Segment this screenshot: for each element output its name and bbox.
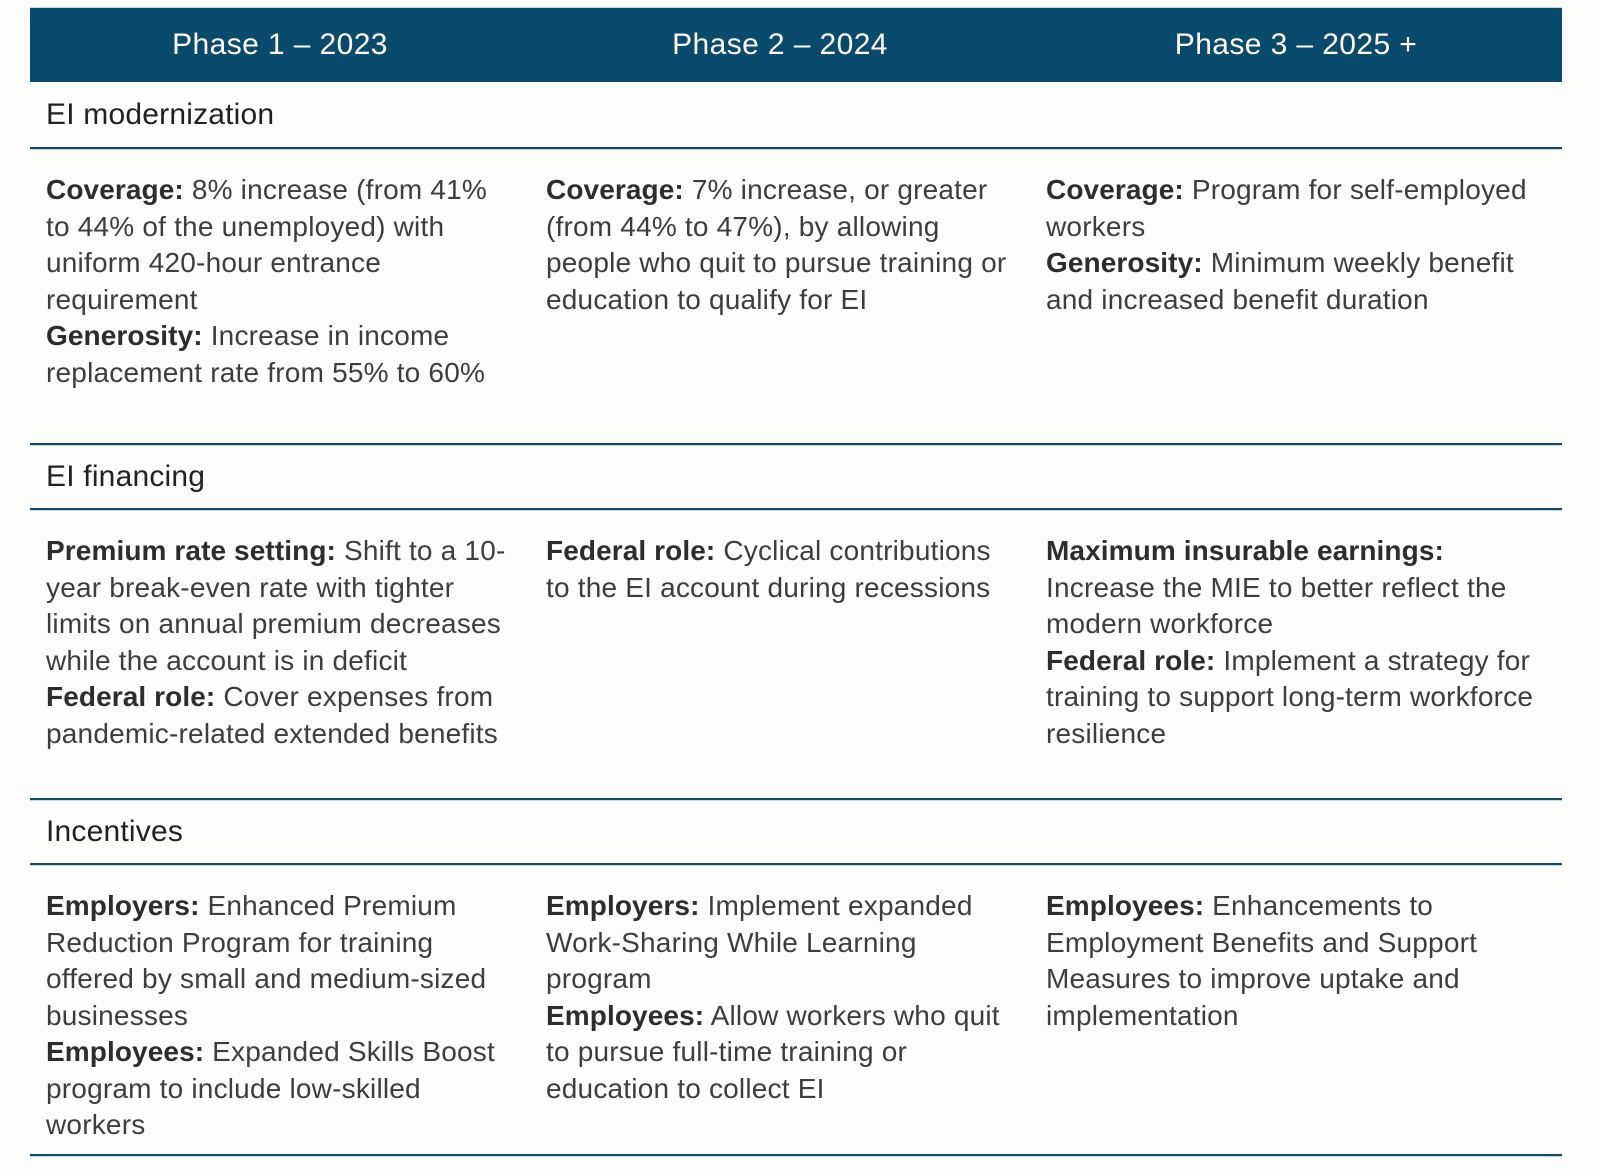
cell-item xyxy=(46,533,518,679)
table-cell-incentives-phase1 xyxy=(30,888,530,1154)
cell-item xyxy=(46,172,518,318)
table-cell-modernization-phase2 xyxy=(530,172,1030,443)
item-text: Increase in income replacement rate from 55% to 60% xyxy=(46,320,486,388)
cell-item xyxy=(1046,888,1550,1034)
bottom-rule xyxy=(30,1154,1562,1156)
phase-1-header: Phase 1 – 2023 xyxy=(172,28,388,61)
item-text: Cyclical contributions to the EI account during recessions xyxy=(546,535,991,603)
section-title-incentives: Incentives xyxy=(46,814,184,848)
item-text: Cover expenses from pandemic-related extended benefits xyxy=(46,681,498,749)
section-ei-modernization-row xyxy=(30,149,1562,443)
item-text: Shift to a 10-year break-even rate with tighter limits on annual premium decreases while the account is in deficit xyxy=(46,535,506,676)
cell-item xyxy=(46,888,518,1034)
table-cell-incentives-phase3 xyxy=(1030,888,1562,1154)
section-incentives-row xyxy=(30,865,1562,1154)
item-label: Coverage: xyxy=(46,174,184,205)
item-label: Employees: xyxy=(46,1036,205,1067)
item-label: Maximum insurable earnings: xyxy=(1046,535,1444,566)
cell-item xyxy=(46,318,518,391)
section-title-ei-modernization: EI modernization xyxy=(46,97,275,131)
item-label: Coverage: xyxy=(546,174,684,205)
section-title-ei-financing: EI financing xyxy=(46,459,206,493)
cell-item xyxy=(546,888,1018,998)
item-label: Generosity: xyxy=(46,320,203,351)
item-label: Coverage: xyxy=(1046,174,1184,205)
item-text: Minimum weekly benefit and increased benefit duration xyxy=(1046,247,1514,315)
cell-item xyxy=(46,1034,518,1144)
table-cell-modernization-phase3 xyxy=(1030,172,1562,443)
item-text: Enhanced Premium Reduction Program for training offered by small and medium-sized businesses xyxy=(46,890,487,1031)
cell-item xyxy=(46,679,518,752)
item-text: Implement a strategy for training to support long-term workforce resilience xyxy=(1046,644,1534,749)
item-label: Employers: xyxy=(546,890,700,921)
cell-item xyxy=(546,998,1018,1108)
item-text: Expanded Skills Boost program to include low-skilled workers xyxy=(46,1036,495,1140)
item-text: Enhancements to Employment Benefits and Support Measures to improve uptake and implementation xyxy=(1046,890,1478,1031)
phase-3-header: Phase 3 – 2025 + xyxy=(1174,28,1418,61)
phase-header-bar xyxy=(30,8,1562,82)
item-text: 7% increase, or greater (from 44% to 47%), by allowing people who quit to pursue training or education to qualify for EI xyxy=(546,174,1007,315)
section-ei-financing-row xyxy=(30,510,1562,798)
table-cell-financing-phase2 xyxy=(530,533,1030,798)
item-label: Federal role: xyxy=(1046,644,1216,676)
item-label: Premium rate setting: xyxy=(46,535,336,566)
cell-item xyxy=(546,172,1018,318)
item-text: Increase the MIE to better reflect the modern workforce xyxy=(1046,571,1507,639)
item-label: Generosity: xyxy=(1046,247,1203,278)
phase-2-header: Phase 2 – 2024 xyxy=(672,28,888,61)
table xyxy=(30,8,1562,1156)
item-text: 8% increase (from 41% to 44% of the unemployed) with uniform 420-hour entrance requirement xyxy=(46,174,488,315)
item-label: Federal role: xyxy=(46,681,216,712)
table-cell-modernization-phase1 xyxy=(30,172,530,443)
item-label: Employers: xyxy=(46,890,200,921)
table-cell-financing-phase1 xyxy=(30,533,530,798)
item-text: Program for self-employed workers xyxy=(1046,174,1527,242)
cell-item xyxy=(546,533,1018,606)
table-cell-financing-phase3 xyxy=(1030,533,1562,798)
cell-item xyxy=(1046,643,1550,753)
item-label: Employees: xyxy=(546,999,705,1031)
cell-item xyxy=(1046,533,1550,643)
item-text: Allow workers who quit to pursue full-time training or education to collect EI xyxy=(546,999,1000,1104)
cell-item xyxy=(1046,172,1550,245)
item-text: Implement expanded Work-Sharing While Learning program xyxy=(546,890,973,994)
item-label: Federal role: xyxy=(546,535,716,566)
item-label: Employees: xyxy=(1046,890,1205,921)
cell-item xyxy=(1046,245,1550,318)
table-cell-incentives-phase2 xyxy=(530,888,1030,1154)
